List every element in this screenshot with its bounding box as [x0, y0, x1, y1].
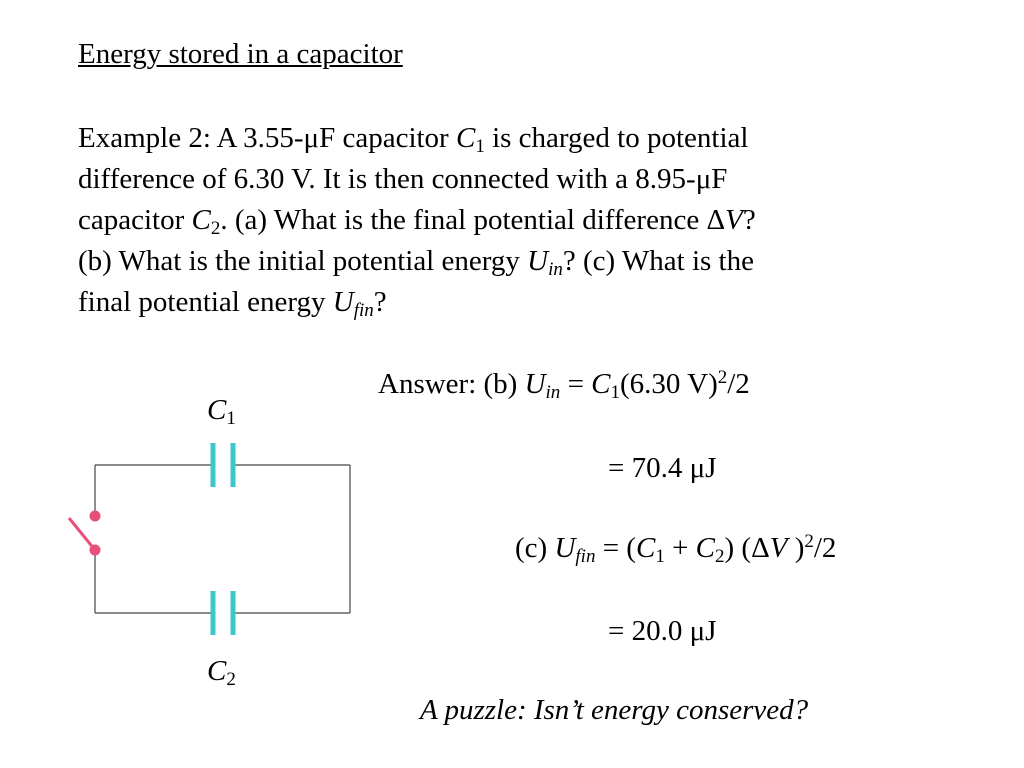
- subscript: 2: [210, 218, 221, 239]
- text: ?: [373, 286, 387, 318]
- text: =: [560, 368, 592, 400]
- switch-contact-top: [90, 511, 100, 521]
- text: /2: [813, 532, 837, 564]
- wires: [95, 465, 350, 613]
- subscript: 1: [475, 136, 485, 157]
- text: is charged to potential: [484, 122, 749, 154]
- superscript: 2: [717, 367, 728, 388]
- subscript: fin: [353, 300, 374, 321]
- subscript: 1: [226, 408, 236, 429]
- subscript: in: [545, 382, 561, 403]
- text: ? (c) What is the: [562, 245, 754, 277]
- text: +: [664, 532, 696, 564]
- var-u: U: [554, 532, 576, 564]
- text: (b) What is the initial potential energy: [78, 245, 528, 277]
- var-u: U: [332, 286, 354, 318]
- subscript: 2: [226, 669, 236, 690]
- text: C: [207, 394, 227, 426]
- var-c: C: [455, 122, 476, 154]
- text: difference of 6.30 V. It is then connected with a 8.95-μF: [78, 163, 728, 195]
- text: Answer: (b): [378, 368, 525, 400]
- var-c: C: [591, 368, 611, 400]
- text: = (: [595, 532, 636, 564]
- var-c: C: [635, 532, 656, 564]
- subscript: 1: [655, 546, 665, 567]
- switch-lever: [69, 518, 95, 550]
- text: final potential energy: [78, 286, 333, 318]
- text: capacitor: [78, 204, 192, 236]
- switch: [69, 511, 100, 555]
- subscript: in: [548, 259, 563, 280]
- var-c: C: [695, 532, 716, 564]
- text: (c): [515, 532, 555, 564]
- text: Example 2: A 3.55-μF capacitor: [78, 122, 456, 154]
- var-v: V: [725, 204, 743, 236]
- text: ) (Δ: [724, 532, 770, 564]
- subscript: 1: [610, 382, 621, 403]
- capacitor-c1: [213, 443, 233, 487]
- var-u: U: [527, 245, 549, 277]
- answer-c-result: = 20.0 μJ: [608, 615, 717, 647]
- text: /2: [727, 368, 750, 400]
- text: C: [207, 655, 227, 687]
- slide-title: Energy stored in a capacitor: [78, 38, 403, 70]
- var-v: V: [769, 532, 788, 564]
- superscript: 2: [804, 531, 814, 552]
- text: ): [787, 532, 805, 564]
- subscript: fin: [575, 546, 596, 567]
- answer-b-result: = 70.4 μJ: [608, 452, 717, 484]
- capacitor-c2: [213, 591, 233, 635]
- text: (6.30 V): [620, 368, 718, 400]
- c1-label: [207, 394, 236, 427]
- text: . (a) What is the final potential difference Δ: [220, 204, 726, 236]
- puzzle-text: A puzzle: Isn’t energy conserved?: [420, 694, 809, 726]
- var-c: C: [191, 204, 211, 236]
- text: ?: [742, 204, 756, 236]
- var-u: U: [524, 368, 546, 400]
- c2-label: [207, 655, 236, 688]
- subscript: 2: [715, 546, 725, 567]
